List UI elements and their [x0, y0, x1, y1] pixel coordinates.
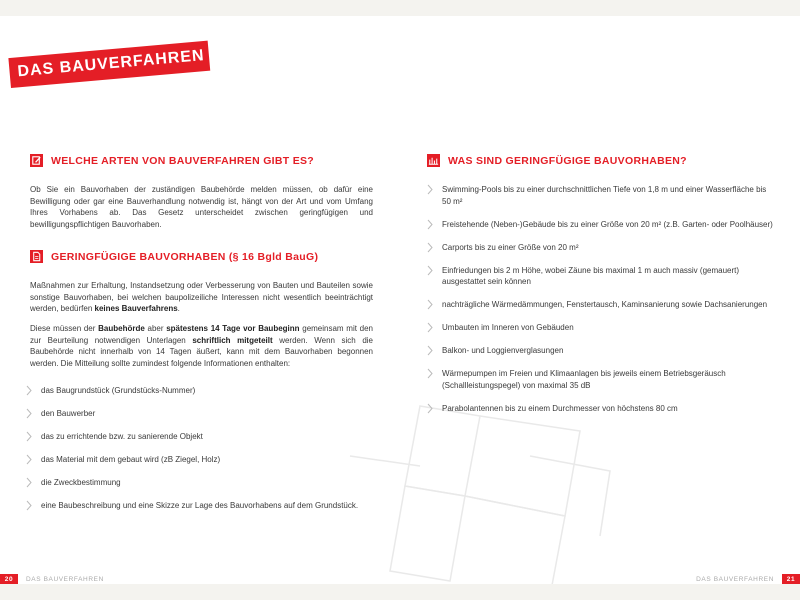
section2-paragraph-1: Maßnahmen zur Erhaltung, Instandsetzung oder Verbesserung von Bauten und Bauteilen sowie sonstige Bauvorhaben, bei welchen baupolizeiliche Interessen nicht wesentlich beeinträchtigt werden, bedürfen keines Bauverfahrens.: [30, 281, 373, 313]
chevron-right-icon: [426, 368, 434, 379]
list-item: das Baugrundstück (Grundstücks-Nummer): [25, 385, 385, 397]
list-item: das Material mit dem gebaut wird (zB Ziegel, Holz): [25, 454, 385, 466]
list-item: Umbauten im Inneren von Gebäuden: [426, 322, 774, 334]
list-item: den Bauwerber: [25, 408, 385, 420]
chevron-right-icon: [25, 408, 33, 419]
chevron-right-icon: [25, 385, 33, 396]
list-item: Carports bis zu einer Größe von 20 m²: [426, 242, 774, 254]
section2-paragraph-2: Diese müssen der Baubehörde aber spätestens 14 Tage vor Baubeginn gemeinsam mit den zur Beurteilung notwendigen Unterlagen schriftlich mitgeteilt werden. Wenn sich die Baubehörde nicht innerhalb von 14 Tagen äußert, kann mit dem Bauvorhaben begonnen werden. Die Mitteilung sollte zumindest folgende Informationen enthalten:: [30, 324, 373, 368]
chevron-right-icon: [426, 265, 434, 276]
list-item: Freistehende (Neben-)Gebäude bis zu einer Größe von 20 m² (z.B. Garten- oder Poolhäuser): [426, 219, 774, 231]
document-spread: [0, 16, 800, 584]
chevron-right-icon: [426, 242, 434, 253]
required-info-list: [25, 385, 385, 512]
section-heading-was-sind: WAS SIND GERINGFÜGIGE BAUVORHABEN?: [427, 154, 687, 167]
list-item: Parabolantennen bis zu einem Durchmesser von höchstens 80 cm: [426, 403, 774, 415]
chevron-right-icon: [25, 431, 33, 442]
edit-document-icon: [30, 154, 43, 167]
chevron-right-icon: [426, 403, 434, 414]
chevron-right-icon: [25, 454, 33, 465]
document-icon: [30, 250, 43, 263]
list-item: Swimming-Pools bis zu einer durchschnittlichen Tiefe von 1,8 m und einer Wasserfläche bis 50 m²: [426, 184, 774, 207]
chevron-right-icon: [25, 477, 33, 488]
list-item: die Zweckbestimmung: [25, 477, 385, 489]
minor-projects-list: [426, 184, 774, 414]
chapter-banner: [8, 41, 210, 88]
list-item: eine Baubeschreibung und eine Skizze zur Lage des Bauvorhabens auf dem Grundstück.: [25, 500, 385, 512]
chevron-right-icon: [426, 345, 434, 356]
section-heading-arten: WELCHE ARTEN VON BAUVERFAHREN GIBT ES?: [30, 154, 314, 167]
section1-paragraph: Ob Sie ein Bauvorhaben der zuständigen Baubehörde melden müssen, ob dafür eine Bewilligung oder gar eine Bauverhandlung notwendig ist, hängt von der Art und vom Umfang Ihres Vorhabens ab. Das Gesetz unterscheidet zwischen geringfügigen und bewilligungspflichtigen Bauvorhaben.: [30, 185, 373, 229]
section-heading-geringfuegig: GERINGFÜGIGE BAUVORHABEN (§ 16 Bgld BauG): [30, 250, 318, 263]
page-number-left: 20: [0, 574, 18, 584]
list-item: nachträgliche Wärmedämmungen, Fenstertausch, Kaminsanierung sowie Dachsanierungen: [426, 299, 774, 311]
chevron-right-icon: [426, 299, 434, 310]
page-footer: [0, 574, 800, 584]
footer-label-right: DAS BAUVERFAHREN: [696, 576, 774, 583]
chapter-title: DAS BAUVERFAHREN: [16, 47, 206, 81]
chevron-right-icon: [426, 219, 434, 230]
list-item: Balkon- und Loggienverglasungen: [426, 345, 774, 357]
footer-label-left: DAS BAUVERFAHREN: [26, 576, 104, 583]
list-item: Wärmepumpen im Freien und Klimaanlagen bis jeweils einem Betriebsgeräusch (Schallleistungspegel) von maximal 35 dB: [426, 368, 774, 391]
list-item: Einfriedungen bis 2 m Höhe, wobei Zäune bis maximal 1 m auch massiv (gemauert) ausgestattet sein können: [426, 265, 774, 288]
list-item: das zu errichtende bzw. zu sanierende Objekt: [25, 431, 385, 443]
building-plan-icon: [427, 154, 440, 167]
chevron-right-icon: [426, 184, 434, 195]
chevron-right-icon: [426, 322, 434, 333]
page-number-right: 21: [782, 574, 800, 584]
chevron-right-icon: [25, 500, 33, 511]
